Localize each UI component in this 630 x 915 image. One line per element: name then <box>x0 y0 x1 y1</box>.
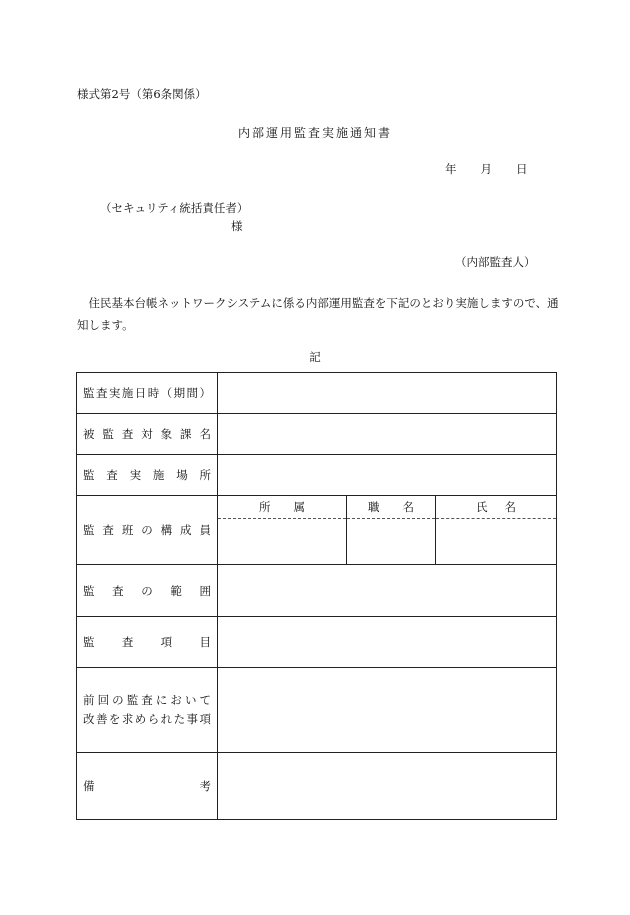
label-members <box>77 496 218 565</box>
table-row <box>77 496 557 565</box>
ki-heading: 記 <box>309 350 321 364</box>
field-place[interactable] <box>218 455 557 496</box>
members-body-row <box>218 519 556 565</box>
label-char: 対 <box>141 427 153 441</box>
label-char: の <box>112 693 124 707</box>
label-char: ） <box>199 386 211 400</box>
label-char: 時 <box>147 386 160 400</box>
label-char: 項 <box>160 635 173 649</box>
label-char: た <box>173 712 186 726</box>
label-char: （ <box>160 386 173 400</box>
table-row <box>77 617 557 668</box>
table-row <box>77 414 557 455</box>
label-previous-findings <box>77 668 218 753</box>
label-char: 考 <box>199 779 211 793</box>
label-char: 職 <box>368 500 380 514</box>
label-char: を <box>108 712 121 726</box>
label-char: 名 <box>402 500 414 514</box>
header-affiliation <box>218 496 347 519</box>
members-cell <box>218 496 557 565</box>
auditor: （内部監査人） <box>455 255 536 269</box>
field-member-name[interactable] <box>436 519 557 565</box>
label-char: 場 <box>176 468 188 482</box>
label-char: 査 <box>141 693 153 707</box>
document-title: 内部運用監査実施通知書 <box>237 126 392 140</box>
label-char: 査 <box>121 427 134 441</box>
label-char: 日 <box>134 386 147 400</box>
label-char: い <box>184 693 197 707</box>
label-char: 前 <box>83 693 95 707</box>
table-row <box>77 455 557 496</box>
label-char: 監 <box>83 523 95 537</box>
label-char: の <box>141 523 153 537</box>
label-char: ら <box>147 712 160 726</box>
table-row <box>77 668 557 753</box>
date-year: 年 <box>445 162 457 176</box>
label-char: 査 <box>106 468 118 482</box>
label-char: 実 <box>129 468 142 482</box>
field-target-section[interactable] <box>218 414 557 455</box>
label-char: め <box>134 712 147 726</box>
label-char: 査 <box>121 635 134 649</box>
header-position <box>347 496 436 519</box>
form-number: 様式第2号（第6条関係） <box>77 87 207 101</box>
label-char: 査 <box>112 583 124 598</box>
label-scope <box>77 565 218 617</box>
label-char: 施 <box>121 386 134 400</box>
label-char: お <box>170 693 182 707</box>
label-char: 範 <box>170 583 182 598</box>
label-char: 班 <box>121 523 134 537</box>
label-char: 課 <box>180 427 192 441</box>
date-day: 日 <box>516 162 528 176</box>
label-target-section <box>77 414 218 455</box>
label-char: 求 <box>121 712 134 726</box>
recipient: （セキュリティ統括責任者） <box>100 201 249 215</box>
label-char: 改 <box>83 712 95 726</box>
label-char: 項 <box>199 712 211 726</box>
label-char: 成 <box>180 523 192 537</box>
honorific: 様 <box>231 219 243 233</box>
field-previous-findings[interactable] <box>218 668 557 753</box>
label-char: 間 <box>186 386 198 400</box>
label-period <box>77 373 218 414</box>
label-char: て <box>199 693 211 707</box>
label-char: 期 <box>173 386 186 400</box>
date-month: 月 <box>480 162 492 176</box>
label-char: の <box>141 583 153 598</box>
label-char: 象 <box>160 427 173 441</box>
field-items[interactable] <box>218 617 557 668</box>
label-char: 監 <box>83 583 95 598</box>
table-row <box>77 565 557 617</box>
label-char: 氏 <box>476 500 488 514</box>
body-text: 住民基本台帳ネットワークシステムに係る内部運用監査を下記のとおり実施しますので、通知します。 <box>77 296 559 332</box>
label-char: 所 <box>199 468 211 482</box>
label-char: 囲 <box>199 583 211 598</box>
field-scope[interactable] <box>218 565 557 617</box>
label-items <box>77 617 218 668</box>
label-char: 実 <box>108 386 121 400</box>
label-char: 監 <box>102 427 114 441</box>
label-char: 善 <box>95 712 108 726</box>
label-char: 備 <box>83 779 95 793</box>
label-char: 査 <box>102 523 114 537</box>
table-row <box>77 753 557 820</box>
date-line <box>445 161 528 177</box>
label-char: 名 <box>199 427 211 441</box>
label-char: 監 <box>83 635 95 649</box>
header-name <box>436 496 557 519</box>
members-table <box>218 496 556 564</box>
field-affiliation[interactable] <box>218 519 347 565</box>
label-char: 所 <box>259 500 271 514</box>
label-char: 査 <box>95 386 108 400</box>
label-char: 員 <box>199 523 211 537</box>
label-char: に <box>155 693 168 707</box>
table-row <box>77 373 557 414</box>
field-remarks[interactable] <box>218 753 557 820</box>
label-char: 監 <box>83 386 95 400</box>
label-char: れ <box>160 712 173 726</box>
label-remarks <box>77 753 218 820</box>
label-char: 施 <box>152 468 165 482</box>
audit-table <box>76 372 557 820</box>
label-place <box>77 455 218 496</box>
field-period[interactable] <box>218 373 557 414</box>
label-char: 目 <box>199 635 211 649</box>
label-char: 構 <box>160 523 173 537</box>
field-position[interactable] <box>347 519 436 565</box>
members-header-row <box>218 496 556 519</box>
label-char: 監 <box>126 693 139 707</box>
label-char: 回 <box>97 693 110 707</box>
label-char: 名 <box>504 500 516 514</box>
label-char: 監 <box>83 468 95 482</box>
label-char: 被 <box>83 427 95 441</box>
label-char: 事 <box>186 712 198 726</box>
label-char: 属 <box>293 500 305 514</box>
